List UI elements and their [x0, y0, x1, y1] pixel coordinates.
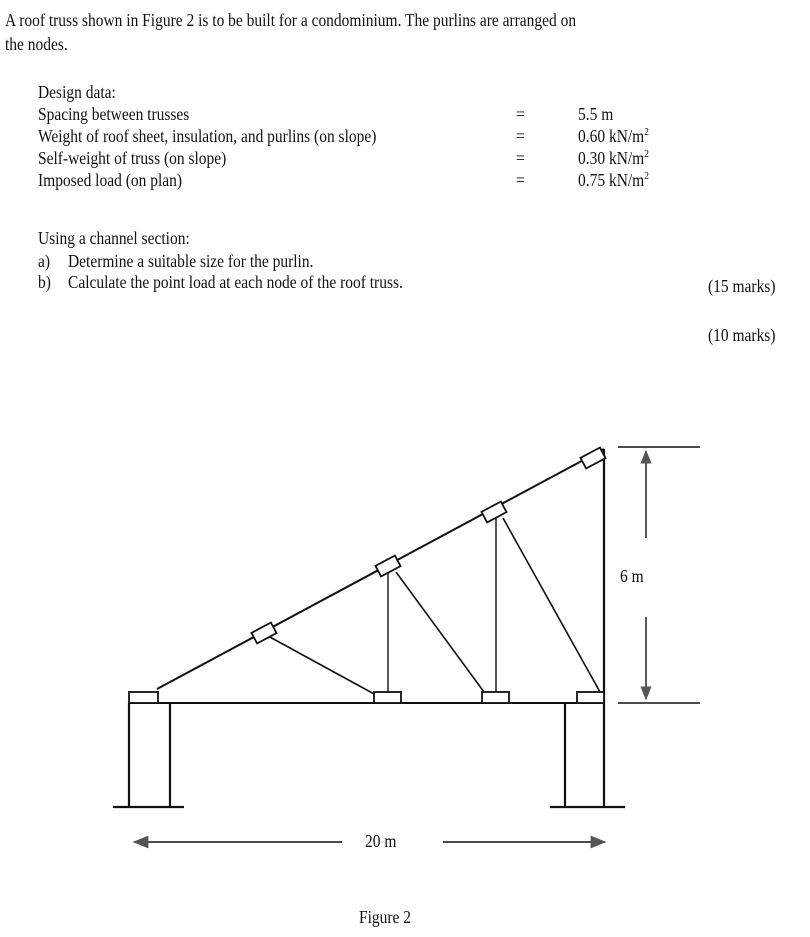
row-value: 0.30 $kN/m^2$ — [578, 148, 649, 168]
support-blocks — [129, 692, 604, 703]
row-label: Imposed load (on plan) — [38, 170, 183, 190]
design-data-heading: Design data: — [38, 82, 116, 102]
row-label: Weight of roof sheet, insulation, and purlins (on slope) — [38, 126, 377, 146]
row-value: 0.75 $kN/m^2$ — [578, 170, 649, 190]
question-a-letter: a) — [38, 251, 51, 271]
columns — [113, 703, 625, 807]
span-label: 20 m — [365, 831, 397, 851]
intro-line-1: A roof truss shown in Figure 2 is to be built for a condominium. The purlins are arranged on — [5, 10, 577, 30]
row-equals: = — [516, 104, 525, 124]
question-b-text: Calculate the point load at each node of the roof truss. — [68, 272, 403, 292]
row-value: 0.60 $kN/m^2$ — [578, 126, 649, 146]
row-equals: = — [516, 126, 525, 146]
figure-caption: Figure 2 — [359, 907, 412, 927]
row-equals: = — [516, 148, 525, 168]
intro-line-2: the nodes. — [5, 34, 68, 54]
truss-members — [129, 449, 604, 807]
question-a-marks: (15 marks) — [708, 276, 776, 296]
height-label: 6 m — [620, 566, 644, 586]
questions-intro: Using a channel section: — [38, 228, 190, 248]
question-b-marks: (10 marks) — [708, 325, 776, 345]
question-b-letter: b) — [38, 272, 51, 292]
row-value: 5.5 m — [578, 104, 614, 124]
row-equals: = — [516, 170, 525, 190]
question-a-text: Determine a suitable size for the purlin. — [68, 251, 314, 271]
row-label: Spacing between trusses — [38, 104, 190, 124]
row-label: Self-weight of truss (on slope) — [38, 148, 227, 168]
